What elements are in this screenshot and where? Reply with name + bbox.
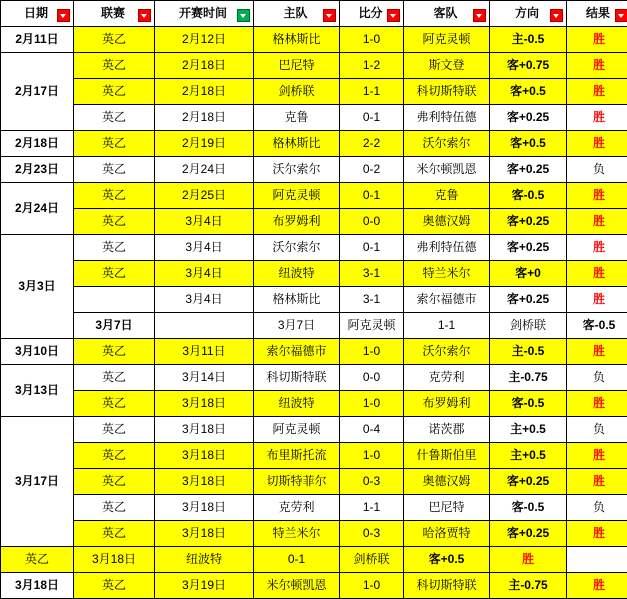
cell-away-team: 哈洛贾特 [404, 521, 490, 547]
cell-result: 胜 [567, 443, 627, 469]
filter-dropdown-icon[interactable] [615, 9, 627, 22]
cell-home-team: 阿克灵顿 [340, 313, 404, 339]
header-result[interactable] [567, 1, 627, 27]
cell-result: 胜 [567, 339, 627, 365]
cell-home-team: 纽波特 [254, 391, 340, 417]
cell-home-team: 剑桥联 [254, 79, 340, 105]
cell-away-team: 剑桥联 [490, 313, 567, 339]
cell-date: 2月24日 [1, 183, 74, 235]
cell-score: 1-1 [404, 313, 490, 339]
table-row [1, 235, 627, 261]
cell-away-team: 弗利特伍德 [404, 235, 490, 261]
cell-score: 1-1 [340, 79, 404, 105]
table-row [1, 443, 627, 469]
cell-direction: 主-0.75 [490, 573, 567, 599]
cell-kickoff: 2月18日 [155, 79, 254, 105]
filter-dropdown-icon[interactable] [57, 9, 70, 22]
header-home[interactable] [254, 1, 340, 27]
header-direction[interactable] [490, 1, 567, 27]
cell-away-team: 克鲁 [404, 183, 490, 209]
cell-league: 英乙 [74, 105, 155, 131]
cell-away-team: 弗利特伍德 [404, 105, 490, 131]
cell-result: 负 [567, 495, 627, 521]
cell-away-team: 剑桥联 [340, 547, 404, 573]
cell-score: 0-1 [340, 183, 404, 209]
cell-date: 2月23日 [1, 157, 74, 183]
cell-direction: 客-0.5 [490, 391, 567, 417]
table-row [1, 339, 627, 365]
cell-home-team: 切斯特菲尔 [254, 469, 340, 495]
header-league[interactable] [74, 1, 155, 27]
table-row [1, 469, 627, 495]
cell-league: 英乙 [74, 365, 155, 391]
table-row [1, 209, 627, 235]
cell-date: 3月18日 [1, 573, 74, 599]
cell-result: 胜 [567, 79, 627, 105]
cell-score: 1-0 [340, 339, 404, 365]
cell-score: 0-3 [340, 469, 404, 495]
cell-away-team: 克劳利 [404, 365, 490, 391]
cell-kickoff: 3月18日 [74, 547, 155, 573]
cell-score: 0-2 [340, 157, 404, 183]
cell-kickoff: 3月11日 [155, 339, 254, 365]
cell-direction: 主-0.5 [490, 339, 567, 365]
cell-direction: 客+0.75 [490, 53, 567, 79]
cell-result: 胜 [567, 469, 627, 495]
cell-home-team: 格林斯比 [254, 287, 340, 313]
header-kickoff-label: 开赛时间 [155, 1, 253, 26]
table-row [1, 105, 627, 131]
cell-kickoff: 2月19日 [155, 131, 254, 157]
cell-result: 胜 [567, 261, 627, 287]
cell-away-team: 索尔福德市 [404, 287, 490, 313]
cell-result: 胜 [567, 131, 627, 157]
header-away-label: 客队 [404, 1, 489, 26]
cell-home-team: 科切斯特联 [254, 365, 340, 391]
cell-direction: 客+0 [490, 261, 567, 287]
header-result-label: 结果 [567, 1, 627, 26]
cell-kickoff: 3月18日 [155, 391, 254, 417]
table-row [1, 547, 627, 573]
cell-league: 英乙 [74, 183, 155, 209]
cell-kickoff: 3月18日 [155, 469, 254, 495]
cell-result: 胜 [567, 391, 627, 417]
cell-score: 0-1 [340, 235, 404, 261]
cell-league: 英乙 [74, 469, 155, 495]
cell-league: 英乙 [74, 79, 155, 105]
header-direction-label: 方向 [490, 1, 566, 26]
cell-home-team: 布罗姆利 [254, 209, 340, 235]
cell-league [155, 313, 254, 339]
cell-away-team: 阿克灵顿 [404, 27, 490, 53]
cell-league: 英乙 [74, 53, 155, 79]
filter-dropdown-icon[interactable] [138, 9, 151, 22]
cell-kickoff: 3月4日 [155, 209, 254, 235]
cell-result: 胜 [567, 53, 627, 79]
table-row [1, 495, 627, 521]
cell-kickoff: 3月19日 [155, 573, 254, 599]
cell-league: 英乙 [74, 521, 155, 547]
cell-direction: 客+0.5 [404, 547, 490, 573]
cell-date: 3月13日 [1, 365, 74, 417]
cell-score: 0-3 [340, 521, 404, 547]
cell-home-team: 米尔顿凯恩 [254, 573, 340, 599]
cell-score: 1-1 [340, 495, 404, 521]
cell-league: 英乙 [74, 157, 155, 183]
cell-result: 胜 [490, 547, 567, 573]
cell-date: 2月17日 [1, 53, 74, 131]
cell-direction: 主-0.75 [490, 365, 567, 391]
cell-league: 英乙 [74, 339, 155, 365]
header-date[interactable] [1, 1, 74, 27]
table-row [1, 313, 627, 339]
cell-result: 胜 [567, 235, 627, 261]
table-row [1, 79, 627, 105]
filter-dropdown-icon-active[interactable] [237, 9, 250, 22]
cell-result: 负 [567, 157, 627, 183]
cell-away-team: 米尔顿凯恩 [404, 157, 490, 183]
cell-direction: 客+0.25 [490, 469, 567, 495]
cell-score: 3-1 [340, 261, 404, 287]
cell-direction: 客+0.5 [490, 79, 567, 105]
cell-result: 胜 [567, 573, 627, 599]
cell-kickoff: 3月4日 [155, 287, 254, 313]
cell-league: 英乙 [74, 209, 155, 235]
cell-score: 1-0 [340, 27, 404, 53]
cell-direction: 客-0.5 [567, 313, 627, 339]
cell-score: 1-2 [340, 53, 404, 79]
cell-result: 胜 [567, 27, 627, 53]
cell-league: 英乙 [1, 547, 74, 573]
cell-result: 胜 [567, 183, 627, 209]
cell-kickoff: 3月4日 [155, 261, 254, 287]
cell-league: 英乙 [74, 417, 155, 443]
cell-home-team: 巴尼特 [254, 53, 340, 79]
cell-league: 英乙 [74, 131, 155, 157]
cell-kickoff: 2月25日 [155, 183, 254, 209]
table-row [1, 27, 627, 53]
header-home-label: 主队 [254, 1, 339, 26]
cell-league [74, 287, 155, 313]
cell-away-team: 诺茨郡 [404, 417, 490, 443]
cell-league: 英乙 [74, 27, 155, 53]
cell-direction: 客+0.25 [490, 209, 567, 235]
cell-score: 2-2 [340, 131, 404, 157]
cell-away-team: 特兰米尔 [404, 261, 490, 287]
cell-score: 0-0 [340, 209, 404, 235]
cell-result: 负 [567, 365, 627, 391]
cell-kickoff: 3月18日 [155, 417, 254, 443]
cell-direction: 主-0.5 [490, 27, 567, 53]
header-score-label: 比分 [340, 1, 403, 26]
cell-direction: 客+0.25 [490, 521, 567, 547]
cell-home-team: 克鲁 [254, 105, 340, 131]
cell-away-team: 奥德汉姆 [404, 209, 490, 235]
cell-home-team: 克劳利 [254, 495, 340, 521]
cell-away-team: 沃尔索尔 [404, 339, 490, 365]
cell-league: 英乙 [74, 573, 155, 599]
header-away[interactable] [404, 1, 490, 27]
cell-league: 英乙 [74, 261, 155, 287]
cell-away-team: 巴尼特 [404, 495, 490, 521]
cell-score: 0-1 [340, 105, 404, 131]
cell-date: 3月10日 [1, 339, 74, 365]
cell-date: 2月18日 [1, 131, 74, 157]
cell-result: 胜 [567, 287, 627, 313]
cell-result: 胜 [567, 521, 627, 547]
cell-kickoff: 2月24日 [155, 157, 254, 183]
filter-dropdown-icon[interactable] [323, 9, 336, 22]
filter-dropdown-icon[interactable] [550, 9, 563, 22]
cell-direction: 主+0.5 [490, 443, 567, 469]
cell-score: 0-1 [254, 547, 340, 573]
cell-kickoff: 2月18日 [155, 53, 254, 79]
table-row [1, 287, 627, 313]
header-league-label: 联赛 [74, 1, 154, 26]
cell-direction: 客+0.25 [490, 235, 567, 261]
header-date-label: 日期 [1, 1, 73, 26]
cell-result: 胜 [567, 209, 627, 235]
table-row [1, 417, 627, 443]
cell-kickoff: 3月18日 [155, 521, 254, 547]
cell-home-team: 纽波特 [155, 547, 254, 573]
cell-score: 1-0 [340, 391, 404, 417]
cell-score: 0-0 [340, 365, 404, 391]
table-row [1, 53, 627, 79]
filter-dropdown-icon[interactable] [473, 9, 486, 22]
cell-home-team: 沃尔索尔 [254, 157, 340, 183]
cell-direction: 客+0.25 [490, 287, 567, 313]
cell-home-team: 纽波特 [254, 261, 340, 287]
cell-direction: 主+0.5 [490, 417, 567, 443]
cell-home-team: 阿克灵顿 [254, 183, 340, 209]
table-row [1, 521, 627, 547]
table-row [1, 261, 627, 287]
cell-direction: 客+0.25 [490, 157, 567, 183]
cell-date: 2月11日 [1, 27, 74, 53]
cell-kickoff: 3月18日 [155, 495, 254, 521]
table-row [1, 131, 627, 157]
cell-direction: 客+0.25 [490, 105, 567, 131]
cell-league: 英乙 [74, 235, 155, 261]
cell-kickoff: 3月18日 [155, 443, 254, 469]
table-header-row [1, 1, 627, 27]
table-row [1, 183, 627, 209]
filter-dropdown-icon[interactable] [387, 9, 400, 22]
cell-score: 1-0 [340, 573, 404, 599]
cell-date: 3月7日 [74, 313, 155, 339]
cell-score: 1-0 [340, 443, 404, 469]
cell-home-team: 阿克灵顿 [254, 417, 340, 443]
cell-result: 胜 [567, 105, 627, 131]
cell-kickoff: 3月14日 [155, 365, 254, 391]
cell-away-team: 科切斯特联 [404, 573, 490, 599]
cell-home-team: 布里斯托流 [254, 443, 340, 469]
cell-away-team: 沃尔索尔 [404, 131, 490, 157]
cell-direction: 客-0.5 [490, 495, 567, 521]
cell-score: 0-4 [340, 417, 404, 443]
cell-league: 英乙 [74, 443, 155, 469]
cell-kickoff: 2月12日 [155, 27, 254, 53]
cell-away-team: 奥德汉姆 [404, 469, 490, 495]
cell-date: 3月3日 [1, 235, 74, 339]
cell-direction: 客+0.5 [490, 131, 567, 157]
cell-away-team: 布罗姆利 [404, 391, 490, 417]
cell-kickoff: 2月18日 [155, 105, 254, 131]
cell-away-team: 什鲁斯伯里 [404, 443, 490, 469]
cell-direction: 客-0.5 [490, 183, 567, 209]
cell-away-team: 斯文登 [404, 53, 490, 79]
cell-away-team: 科切斯特联 [404, 79, 490, 105]
header-kickoff[interactable] [155, 1, 254, 27]
header-score[interactable] [340, 1, 404, 27]
table-row [1, 365, 627, 391]
table-body [1, 27, 627, 599]
cell-league: 英乙 [74, 495, 155, 521]
cell-home-team: 特兰米尔 [254, 521, 340, 547]
cell-home-team: 格林斯比 [254, 131, 340, 157]
cell-result: 负 [567, 417, 627, 443]
cell-home-team: 沃尔索尔 [254, 235, 340, 261]
table-row [1, 157, 627, 183]
cell-league: 英乙 [74, 391, 155, 417]
cell-kickoff: 3月7日 [254, 313, 340, 339]
cell-kickoff: 3月4日 [155, 235, 254, 261]
cell-date: 3月17日 [1, 417, 74, 547]
table-row [1, 391, 627, 417]
cell-score: 3-1 [340, 287, 404, 313]
table-row [1, 573, 627, 599]
cell-home-team: 索尔福德市 [254, 339, 340, 365]
cell-home-team: 格林斯比 [254, 27, 340, 53]
